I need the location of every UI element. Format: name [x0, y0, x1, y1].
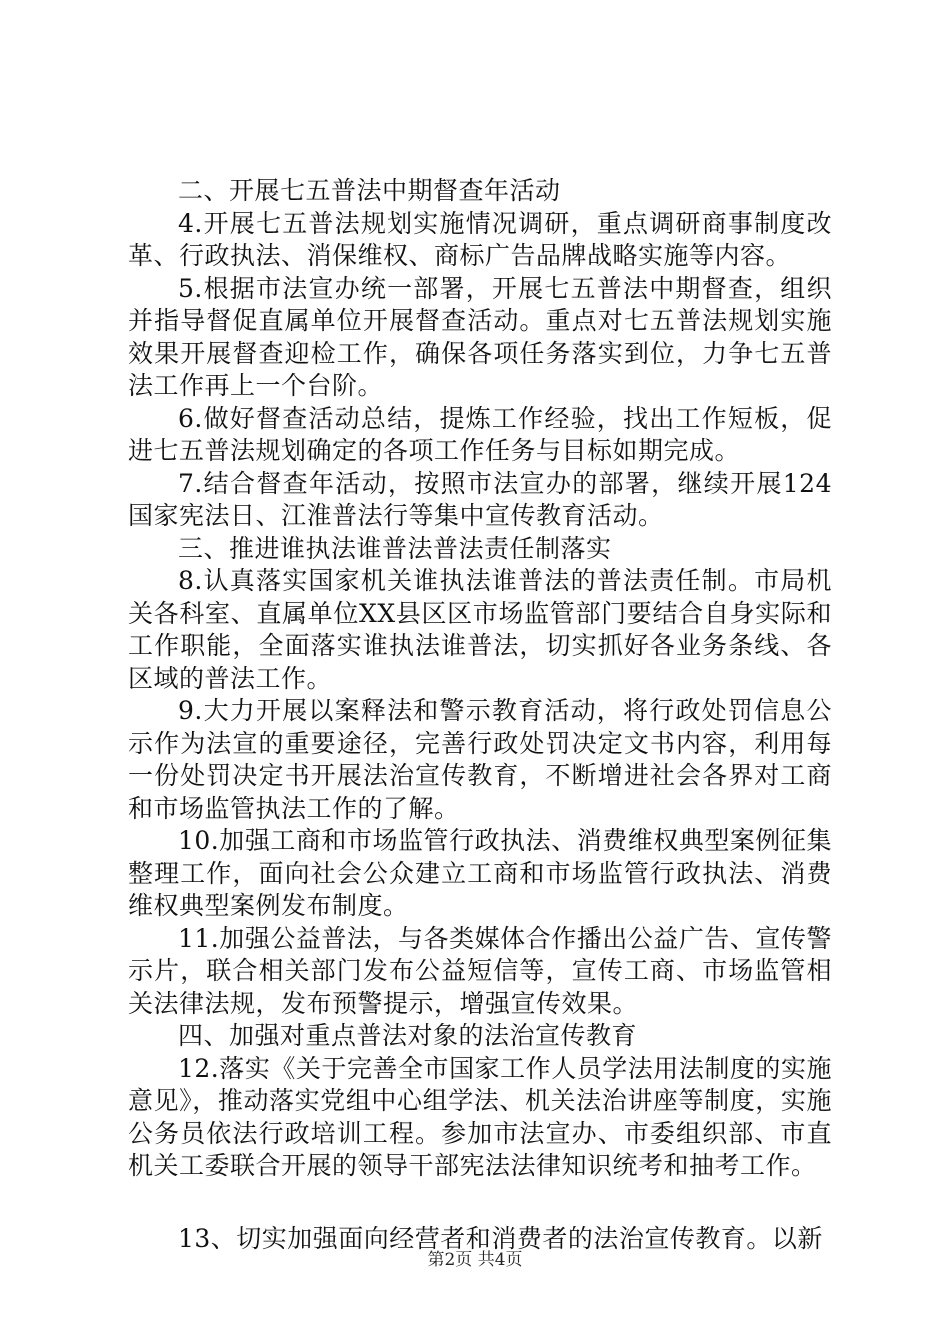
paragraph-item-11: 11.加强公益普法，与各类媒体合作播出公益广告、宣传警示片，联合相关部门发布公益短信等，宣传工商、市场监管相关法律法规，发布预警提示，增强宣传效果。	[128, 923, 832, 1018]
paragraph-item-10: 10.加强工商和市场监管行政执法、消费维权典型案例征集整理工作，面向社会公众建立工商和市场监管行政执法、消费维权典型案例发布制度。	[128, 826, 832, 920]
document-body	[128, 175, 832, 1255]
section-heading-2: 二、开展七五普法中期督查年活动	[178, 176, 561, 205]
paragraph-item-12: 12.落实《关于完善全市国家工作人员学法用法制度的实施意见》，推动落实党组中心组学法、机关法治讲座等制度，实施公务员依法行政培训工程。参加市法宣办、市委组织部、市直机关工委联合开展的领导干部宪法法律知识统考和抽考工作。	[128, 1053, 832, 1180]
paragraph-item-5: 5.根据市法宣办统一部署，开展七五普法中期督查，组织并指导督促直属单位开展督查活动。重点对七五普法规划实施效果开展督查迎检工作，确保各项任务落实到位，力争七五普法工作再上一个台阶。	[128, 273, 832, 400]
paragraph-item-7: 7.结合督查年活动，按照市法宣办的部署，继续开展124国家宪法日、江淮普法行等集中宣传教育活动。	[128, 468, 832, 530]
paragraph-item-6: 6.做好督查活动总结，提炼工作经验，找出工作短板，促进七五普法规划确定的各项工作任务与目标如期完成。	[128, 403, 832, 465]
section-heading-4: 四、加强对重点普法对象的法治宣传教育	[178, 1021, 638, 1050]
paragraph-item-9: 9.大力开展以案释法和警示教育活动，将行政处罚信息公示作为法宣的重要途径，完善行政处罚决定文书内容，利用每一份处罚决定书开展法治宣传教育，不断增进社会各界对工商和市场监管执法工作的了解。	[128, 696, 832, 823]
section-heading-3: 三、推进谁执法谁普法普法责任制落实	[178, 533, 612, 563]
paragraph-item-4: 4.开展七五普法规划实施情况调研，重点调研商事制度改革、行政执法、消保维权、商标广告品牌战略实施等内容。	[128, 208, 832, 270]
paragraph-item-8: 8.认真落实国家机关谁执法谁普法的普法责任制。市局机关各科室、直属单位XX县区区市场监管部门要结合自身实际和工作职能，全面落实谁执法谁普法，切实抓好各业务条线、各区域的普法工作。	[128, 566, 832, 693]
paragraph-item-13: 13、切实加强面向经营者和消费者的法治宣传教育。以新	[178, 1223, 823, 1253]
page-number-label: 第2页 共4页	[427, 1250, 523, 1270]
page-footer	[0, 1245, 950, 1270]
